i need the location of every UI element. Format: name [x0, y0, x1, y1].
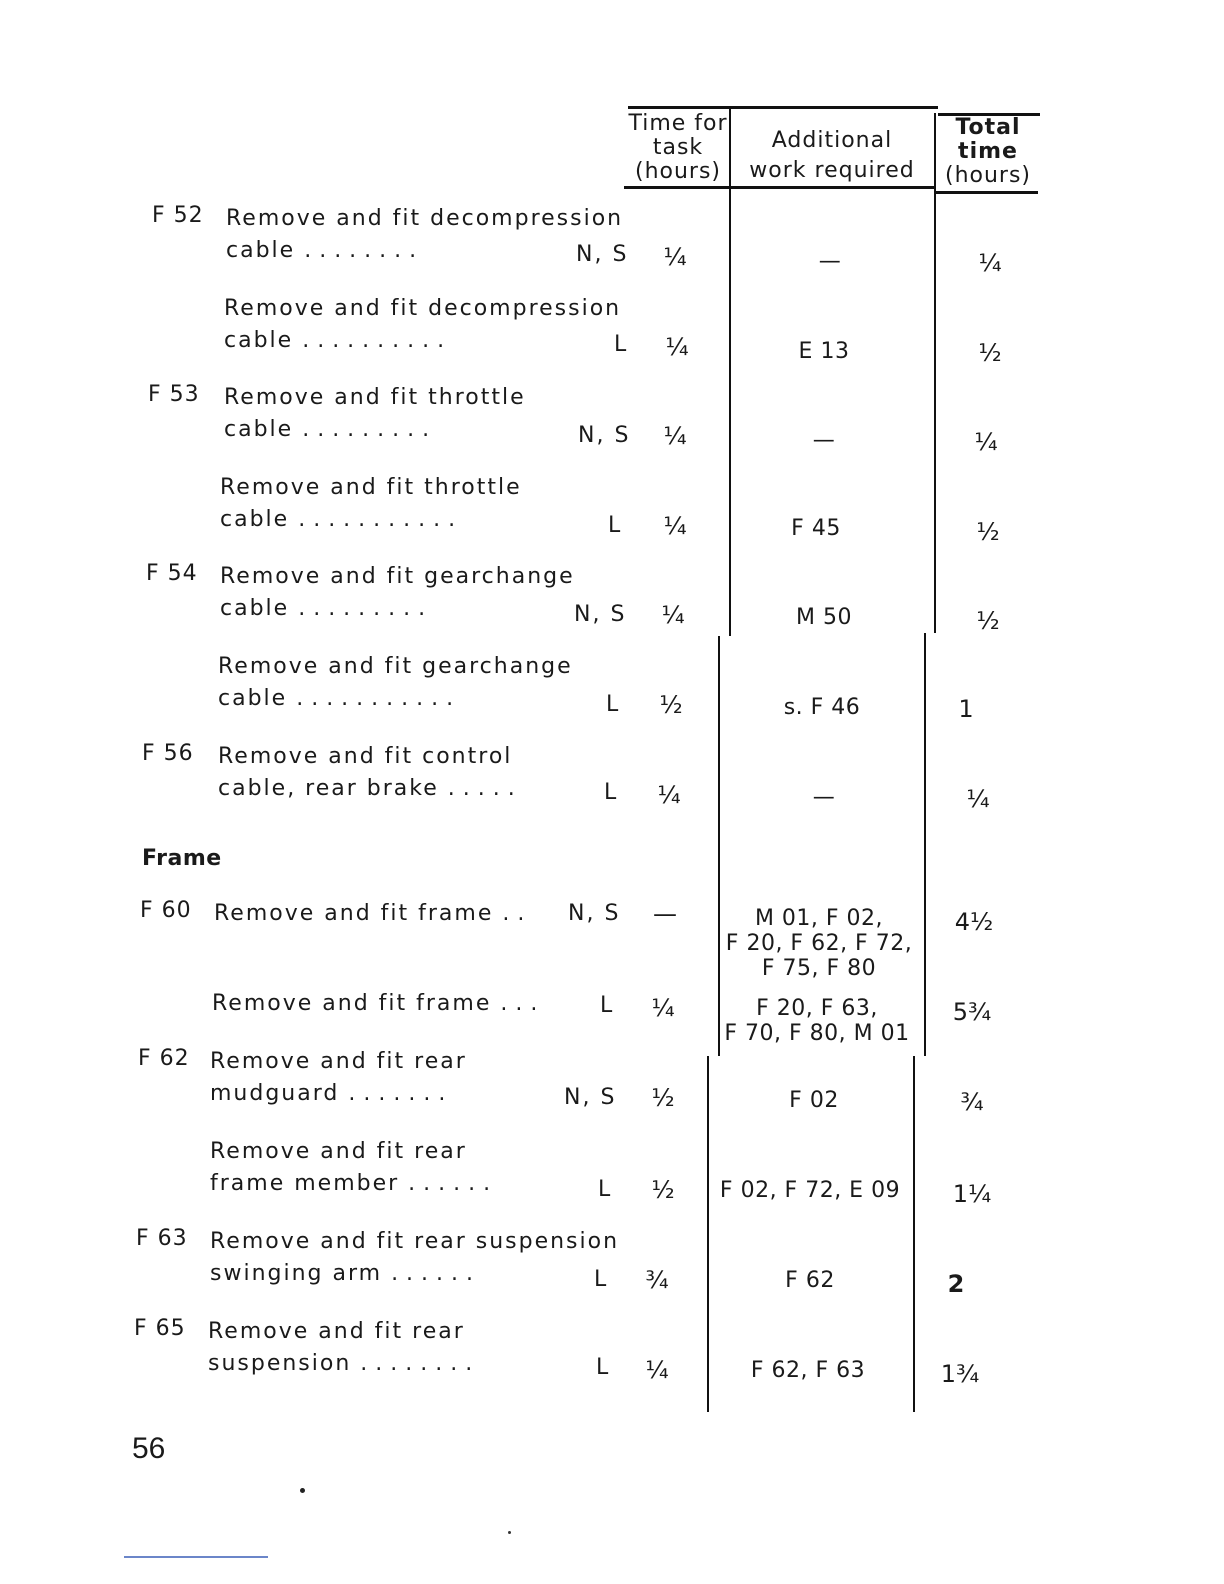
model-variant: L: [594, 1267, 609, 1292]
task-code: F 63: [136, 1226, 188, 1251]
table-row: [146, 561, 1026, 641]
task-code: F 53: [148, 382, 200, 407]
task-description: Remove and fit gearchange cable ...........: [218, 654, 573, 711]
additional-work: F 02: [789, 1088, 839, 1113]
task-time: ¾: [645, 1266, 669, 1294]
task-description: Remove and fit throttle cable .........: [224, 385, 526, 442]
table-row: [146, 651, 1026, 731]
total-time: ¾: [960, 1088, 984, 1116]
page-number: 56: [132, 1432, 166, 1465]
additional-work: —: [818, 249, 842, 274]
task-code: F 60: [140, 898, 192, 923]
table-row: [134, 1316, 1014, 1396]
header-additional-work: Additional work required: [749, 128, 915, 183]
total-time: ½: [976, 518, 1000, 546]
task-description: Remove and fit throttle cable ...........: [220, 475, 522, 532]
task-description: Remove and fit frame ..: [214, 901, 533, 926]
task-time: ¼: [663, 243, 687, 271]
model-variant: N, S: [576, 242, 629, 267]
model-variant: N, S: [574, 602, 627, 627]
task-time: —: [653, 900, 677, 928]
task-time: ¼: [663, 422, 687, 450]
model-variant: L: [598, 1177, 613, 1202]
total-time: ¼: [974, 428, 998, 456]
total-time: ½: [978, 339, 1002, 367]
task-description: Remove and fit gearchange cable .........: [220, 564, 575, 621]
task-description: Remove and fit decompression cable ..........: [224, 296, 622, 353]
additional-work: —: [812, 785, 836, 810]
header-total-time: Total time (hours): [944, 115, 1032, 188]
model-variant: N, S: [568, 901, 621, 926]
bottom-rule: [124, 1556, 268, 1558]
additional-work: F 02, F 72, E 09: [719, 1178, 901, 1203]
scan-speck: [300, 1488, 305, 1493]
total-time: 4½: [954, 908, 994, 936]
task-description: Remove and fit rear suspension ........: [208, 1319, 481, 1376]
task-code: F 56: [142, 741, 194, 766]
task-code: F 54: [146, 561, 198, 586]
additional-work: F 45: [791, 516, 841, 541]
table-row: [140, 898, 1020, 988]
additional-work: M 50: [796, 605, 852, 630]
task-time: ½: [659, 691, 683, 719]
model-variant: L: [606, 692, 621, 717]
task-time: ¼: [663, 512, 687, 540]
table-row: [142, 741, 1022, 821]
additional-work: F 62: [785, 1268, 835, 1293]
task-code: F 65: [134, 1316, 186, 1341]
additional-work: s. F 46: [783, 695, 861, 720]
table-row: [150, 293, 1030, 373]
task-time: ¼: [661, 601, 685, 629]
table-row: [150, 203, 1030, 283]
task-description: Remove and fit frame ...: [212, 991, 546, 1016]
header-bottom-rule-2: [936, 191, 1038, 194]
table-row: [148, 472, 1028, 552]
task-description: Remove and fit rear suspension swinging arm ......: [210, 1229, 620, 1286]
total-time: 2: [947, 1270, 965, 1298]
total-time: 1¾: [940, 1360, 980, 1388]
task-description: Remove and fit rear frame member ......: [210, 1139, 499, 1196]
task-time: ¼: [651, 994, 675, 1022]
task-code: F 52: [152, 203, 204, 228]
additional-work: F 20, F 63, F 70, F 80, M 01: [724, 996, 910, 1046]
model-variant: L: [604, 780, 619, 805]
table-row: [138, 1136, 1018, 1216]
table-row: [138, 1046, 1018, 1126]
additional-work: E 13: [798, 339, 850, 364]
task-time: ¼: [657, 781, 681, 809]
total-time: 1: [958, 695, 974, 723]
table-row: [136, 1226, 1016, 1306]
header-bottom-rule-1: [624, 186, 936, 189]
total-time: 1¼: [952, 1180, 992, 1208]
task-time: ¼: [665, 333, 689, 361]
additional-work: M 01, F 02, F 20, F 62, F 72, F 75, F 80: [725, 906, 913, 981]
task-description: Remove and fit decompression cable ........: [226, 206, 624, 263]
total-time: 5¾: [952, 998, 992, 1026]
model-variant: L: [600, 993, 615, 1018]
model-variant: N, S: [564, 1085, 617, 1110]
model-variant: N, S: [578, 423, 631, 448]
header-time-for-task: Time for task (hours): [628, 111, 728, 184]
table-row: [148, 382, 1028, 462]
scan-speck: [508, 1531, 511, 1534]
total-time: ½: [976, 607, 1000, 635]
task-code: F 62: [138, 1046, 190, 1071]
task-description: Remove and fit rear mudguard .......: [210, 1049, 467, 1106]
task-time: ¼: [645, 1356, 669, 1384]
total-time: ¼: [966, 785, 990, 813]
task-time: ½: [651, 1176, 675, 1204]
model-variant: L: [596, 1355, 611, 1380]
task-time: ½: [651, 1084, 675, 1112]
task-description: Remove and fit control cable, rear brake .....: [218, 744, 523, 801]
header-top-rule-1: [628, 106, 938, 109]
additional-work: —: [812, 428, 836, 453]
model-variant: L: [614, 332, 629, 357]
additional-work: F 62, F 63: [750, 1358, 866, 1383]
section-title-frame: Frame: [142, 846, 222, 871]
total-time: ¼: [978, 249, 1002, 277]
model-variant: L: [608, 513, 623, 538]
column-divider-right: [934, 113, 936, 633]
